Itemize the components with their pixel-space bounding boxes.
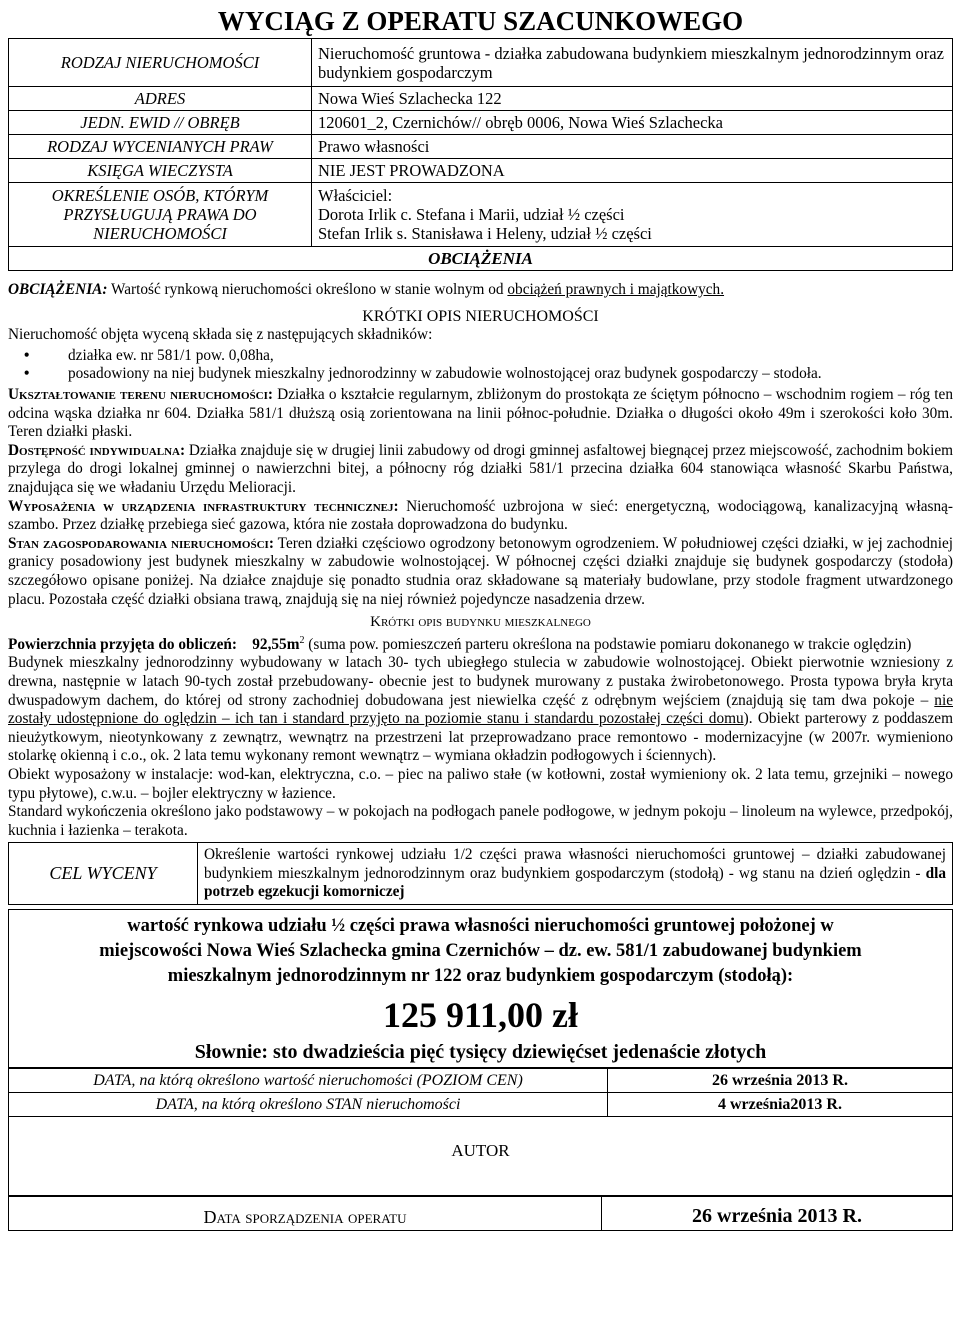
- obciazenia-label: OBCIĄŻENIA:: [8, 281, 108, 298]
- property-header-table: [8, 38, 953, 271]
- rodzaj-label: RODZAJ NIERUCHOMOŚCI: [9, 39, 312, 87]
- obciazenia-text: Wartość rynkową nieruchomości określono w stanie wolnym od: [107, 281, 508, 298]
- autor-box: [8, 1117, 953, 1196]
- budynek-paragraph-2: Obiekt wyposażony w instalacje: wod-kan, elektryczna, c.o. – piec na paliwo stałe (w kotłowni, został wymieniony ok. 2 lata temu, grzejniki – nowego typu płytowe), c.w.u. – bojler elektryczny w łazience.: [8, 765, 953, 802]
- budynek-p1-text-b: ). Obiekt parterowy z poddaszem nieużytkowym, nieotynkowany z zewnątrz, wewnątrz na przestrzeni lat przeprowadzano prace remontowo - modernizacyjne (w 2007r. wymieniono stolarkę okienną i c.o., ok. 2 lata temu wykonany remont wewnątrz – wymiana okładzin podłogowych i ściennych).: [8, 710, 953, 765]
- osoby-value: [312, 183, 953, 247]
- data-ceny-label: DATA, na którą określono wartość nieruchomości (POZIOM CEN): [9, 1069, 608, 1093]
- stan-paragraph: [8, 535, 953, 609]
- data-stan-value: 4 września2013 R.: [608, 1093, 953, 1117]
- adres-value: Nowa Wieś Szlachecka 122: [312, 87, 953, 111]
- footer-value: 26 września 2013 R.: [602, 1197, 953, 1231]
- autor-label: AUTOR: [451, 1141, 510, 1161]
- wyposazenie-text: Nieruchomość uzbrojona w sieć: energetyczną, wodociągową, kanalizacyjną własną- szambo. Przez działkę przebiega sieć gazowa, która nie została doprowadzona do budynku.: [8, 497, 953, 534]
- osoby-label: OKREŚLENIE OSÓB, KTÓRYM PRZYSŁUGUJĄ PRAWA DO NIERUCHOMOŚCI: [9, 183, 312, 247]
- opis-header: KRÓTKI OPIS NIERUCHOMOŚCI: [362, 307, 599, 325]
- budynek-p1-underlined: nie zostały udostępnione do oględzin – ich tan i standard przyjęto na poziomie stanu i standardu pozostałej części domu: [8, 691, 953, 728]
- budynek-paragraph-1: [8, 654, 953, 766]
- wynik-slownie: Słownie: sto dwadzieścia pięć tysięcy dziewięćset jedenaście złotych: [194, 1041, 767, 1064]
- obciazenia-section: [8, 281, 953, 300]
- dates-table: [8, 1068, 953, 1117]
- data-stan-label: DATA, na którą określono STAN nieruchomości: [9, 1093, 608, 1117]
- uksztaltowanie-label: Ukształtowanie terenu nieruchomości:: [8, 385, 273, 403]
- jedn-value: 120601_2, Czernichów// obręb 0006, Nowa Wieś Szlachecka: [312, 111, 953, 135]
- osoby-line-2: Dorota Irlik c. Stefana i Marii, udział ½ części: [318, 205, 625, 224]
- budynek-header: Krótki opis budynku mieszkalnego: [370, 614, 591, 631]
- ksiega-label: KSIĘGA WIECZYSTA: [9, 159, 312, 183]
- budynek-p1-text-a: Budynek mieszkalny jednorodzinny wybudowany w latach 30- tych ubiegłego stulecia w zabudowie wolnostojącej. Obiekt pierwotnie wzniesiony z drewna, następnie w latach 90-tych został przebudowany- obecnie jest to budynek murowany z pustaka żwirobetonowego. Prosta typowa bryła kryta dwuspadowym dachem, do której od strony zachodniej dobudowana jest niewielka część z odrębnym wejściem (znajdują się tam dwa pokoje –: [8, 654, 953, 709]
- opis-intro: Nieruchomość objęta wyceną składa się z następujących składników:: [8, 326, 433, 344]
- cel-label: CEL WYCENY: [9, 843, 198, 905]
- list-item: • posadowiony na niej budynek mieszkalny jednorodzinny w zabudowie wolnostojącej oraz budynek gospodarczy – stodoła.: [68, 365, 953, 384]
- document-title: WYCIĄG Z OPERATU SZACUNKOWEGO: [217, 6, 744, 36]
- adres-label: ADRES: [9, 87, 312, 111]
- obciazenia-header: OBCIĄŻENIA: [9, 247, 953, 271]
- osoby-line-1: Właściciel:: [318, 186, 393, 205]
- ksiega-value: NIE JEST PROWADZONA: [312, 159, 953, 183]
- cel-bold: dla potrzeb egzekucji komorniczej: [204, 864, 946, 901]
- dostepnosc-paragraph: [8, 442, 953, 498]
- dostepnosc-text: Działka znajduje się w drugiej linii zabudowy od drogi gminnej asfaltowej biegnącej przez miejscowość, zachodnim bokiem przylega do drogi lokalnej gminnej o nawierzchni bitej, a północny róg działki 581/1 przecina działka 604 stanowiąca własność Skarbu Państwa, znajdująca się we władaniu Urzędu Melioracji.: [8, 441, 954, 496]
- wynik-line-3: mieszkalnym jednorodzinnym nr 122 oraz budynkiem gospodarczym (stodołą):: [167, 966, 794, 987]
- powierzchnia-paragraph: [8, 632, 953, 655]
- wynik-line-1: wartość rynkowa udziału ½ części prawa własności nieruchomości gruntowej położonej w: [127, 916, 834, 937]
- osoby-line-3: Stefan Irlik s. Stanisława i Heleny, udział ½ części: [318, 224, 652, 243]
- footer-table: [8, 1196, 953, 1231]
- wynik-box: [8, 909, 953, 1068]
- cel-wyceny-table: [8, 842, 953, 905]
- powierzchnia-unit-sup: 2: [299, 634, 305, 646]
- jedn-label: JEDN. EWID // OBRĘB: [9, 111, 312, 135]
- dostepnosc-label: Dostępność indywidualna:: [8, 441, 186, 459]
- opis-components-list: [8, 347, 953, 384]
- obciazenia-underlined: obciążeń prawnych i majątkowych.: [507, 281, 725, 298]
- wyposazenie-label: Wyposażenia w urządzenia infrastruktury technicznej:: [8, 497, 399, 515]
- uksztaltowanie-paragraph: [8, 386, 953, 442]
- uksztaltowanie-text: Działka o kształcie regularnym, zbliżonym do prostokąta ze ściętym północno – wschodnim rogiem – róg ten odcina wąska działka nr 604. Działka 581/1 dłuższą osią zorientowana na linii północ-południe. Działka o długości około 49m i szerokości koło 30m. Teren działki płaski.: [8, 385, 953, 441]
- powierzchnia-value: 92,55m: [252, 635, 300, 653]
- opis-section: [8, 308, 953, 610]
- data-ceny-value: 26 września 2013 R.: [608, 1069, 953, 1093]
- list-item: • działka ew. nr 581/1 pow. 0,08ha,: [68, 347, 953, 366]
- stan-label: Stan zagospodarowania nieruchomości:: [8, 534, 274, 552]
- powierzchnia-text: (suma pow. pomieszczeń parteru określona na podstawie pomiaru dokonanego w trakcie oględzin): [304, 635, 912, 653]
- cel-value: [198, 843, 953, 905]
- wyposazenie-paragraph: [8, 498, 953, 535]
- footer-label: Data sporządzenia operatu: [9, 1197, 602, 1231]
- budynek-section: [8, 613, 953, 840]
- prawa-value: Prawo własności: [312, 135, 953, 159]
- prawa-label: RODZAJ WYCENIANYCH PRAW: [9, 135, 312, 159]
- budynek-paragraph-3: Standard wykończenia określono jako podstawowy – w pokojach na podłogach panele podłogowe, w jednym pokoju – linoleum na wylewce, przedpokój, kuchnia i łazienka – terakota.: [8, 803, 953, 839]
- cel-text: Określenie wartości rynkowej udziału 1/2 części prawa własności nieruchomości gruntowej – działki zabudowanej budynkiem mieszkalnym jednorodzinnym oraz budynkiem gospodarczym (stodołą) - wg stanu na dzień oględzin -: [204, 845, 946, 882]
- stan-text: Teren działki częściowo ogrodzony betonowym ogrodzeniem. W południowej części działki, w jej zachodniej granicy posadowiony jest budynek mieszkalny w zabudowie wolnostojącej. W północnej części działki znajduje się budynek gospodarczy (stodoła) szczegółowo opisane poniżej. Na działce znajduje się ponadto studnia oraz składowane są materiały budowlane, przy stodole fragment utwardzonego placu. Pozostała część działki obsiana trawą, znajdują się na niej również pojedyncze nasadzenia drzew.: [8, 534, 953, 608]
- wynik-amount: 125 911,00 zł: [383, 995, 578, 1036]
- powierzchnia-label: Powierzchnia przyjęta do obliczeń:: [8, 635, 237, 653]
- wynik-line-2: miejscowości Nowa Wieś Szlachecka gmina Czernichów – dz. ew. 581/1 zabudowanej budynkiem: [99, 941, 862, 962]
- rodzaj-value: Nieruchomość gruntowa - działka zabudowana budynkiem mieszkalnym jednorodzinnym oraz budynkiem gospodarczym: [312, 39, 953, 87]
